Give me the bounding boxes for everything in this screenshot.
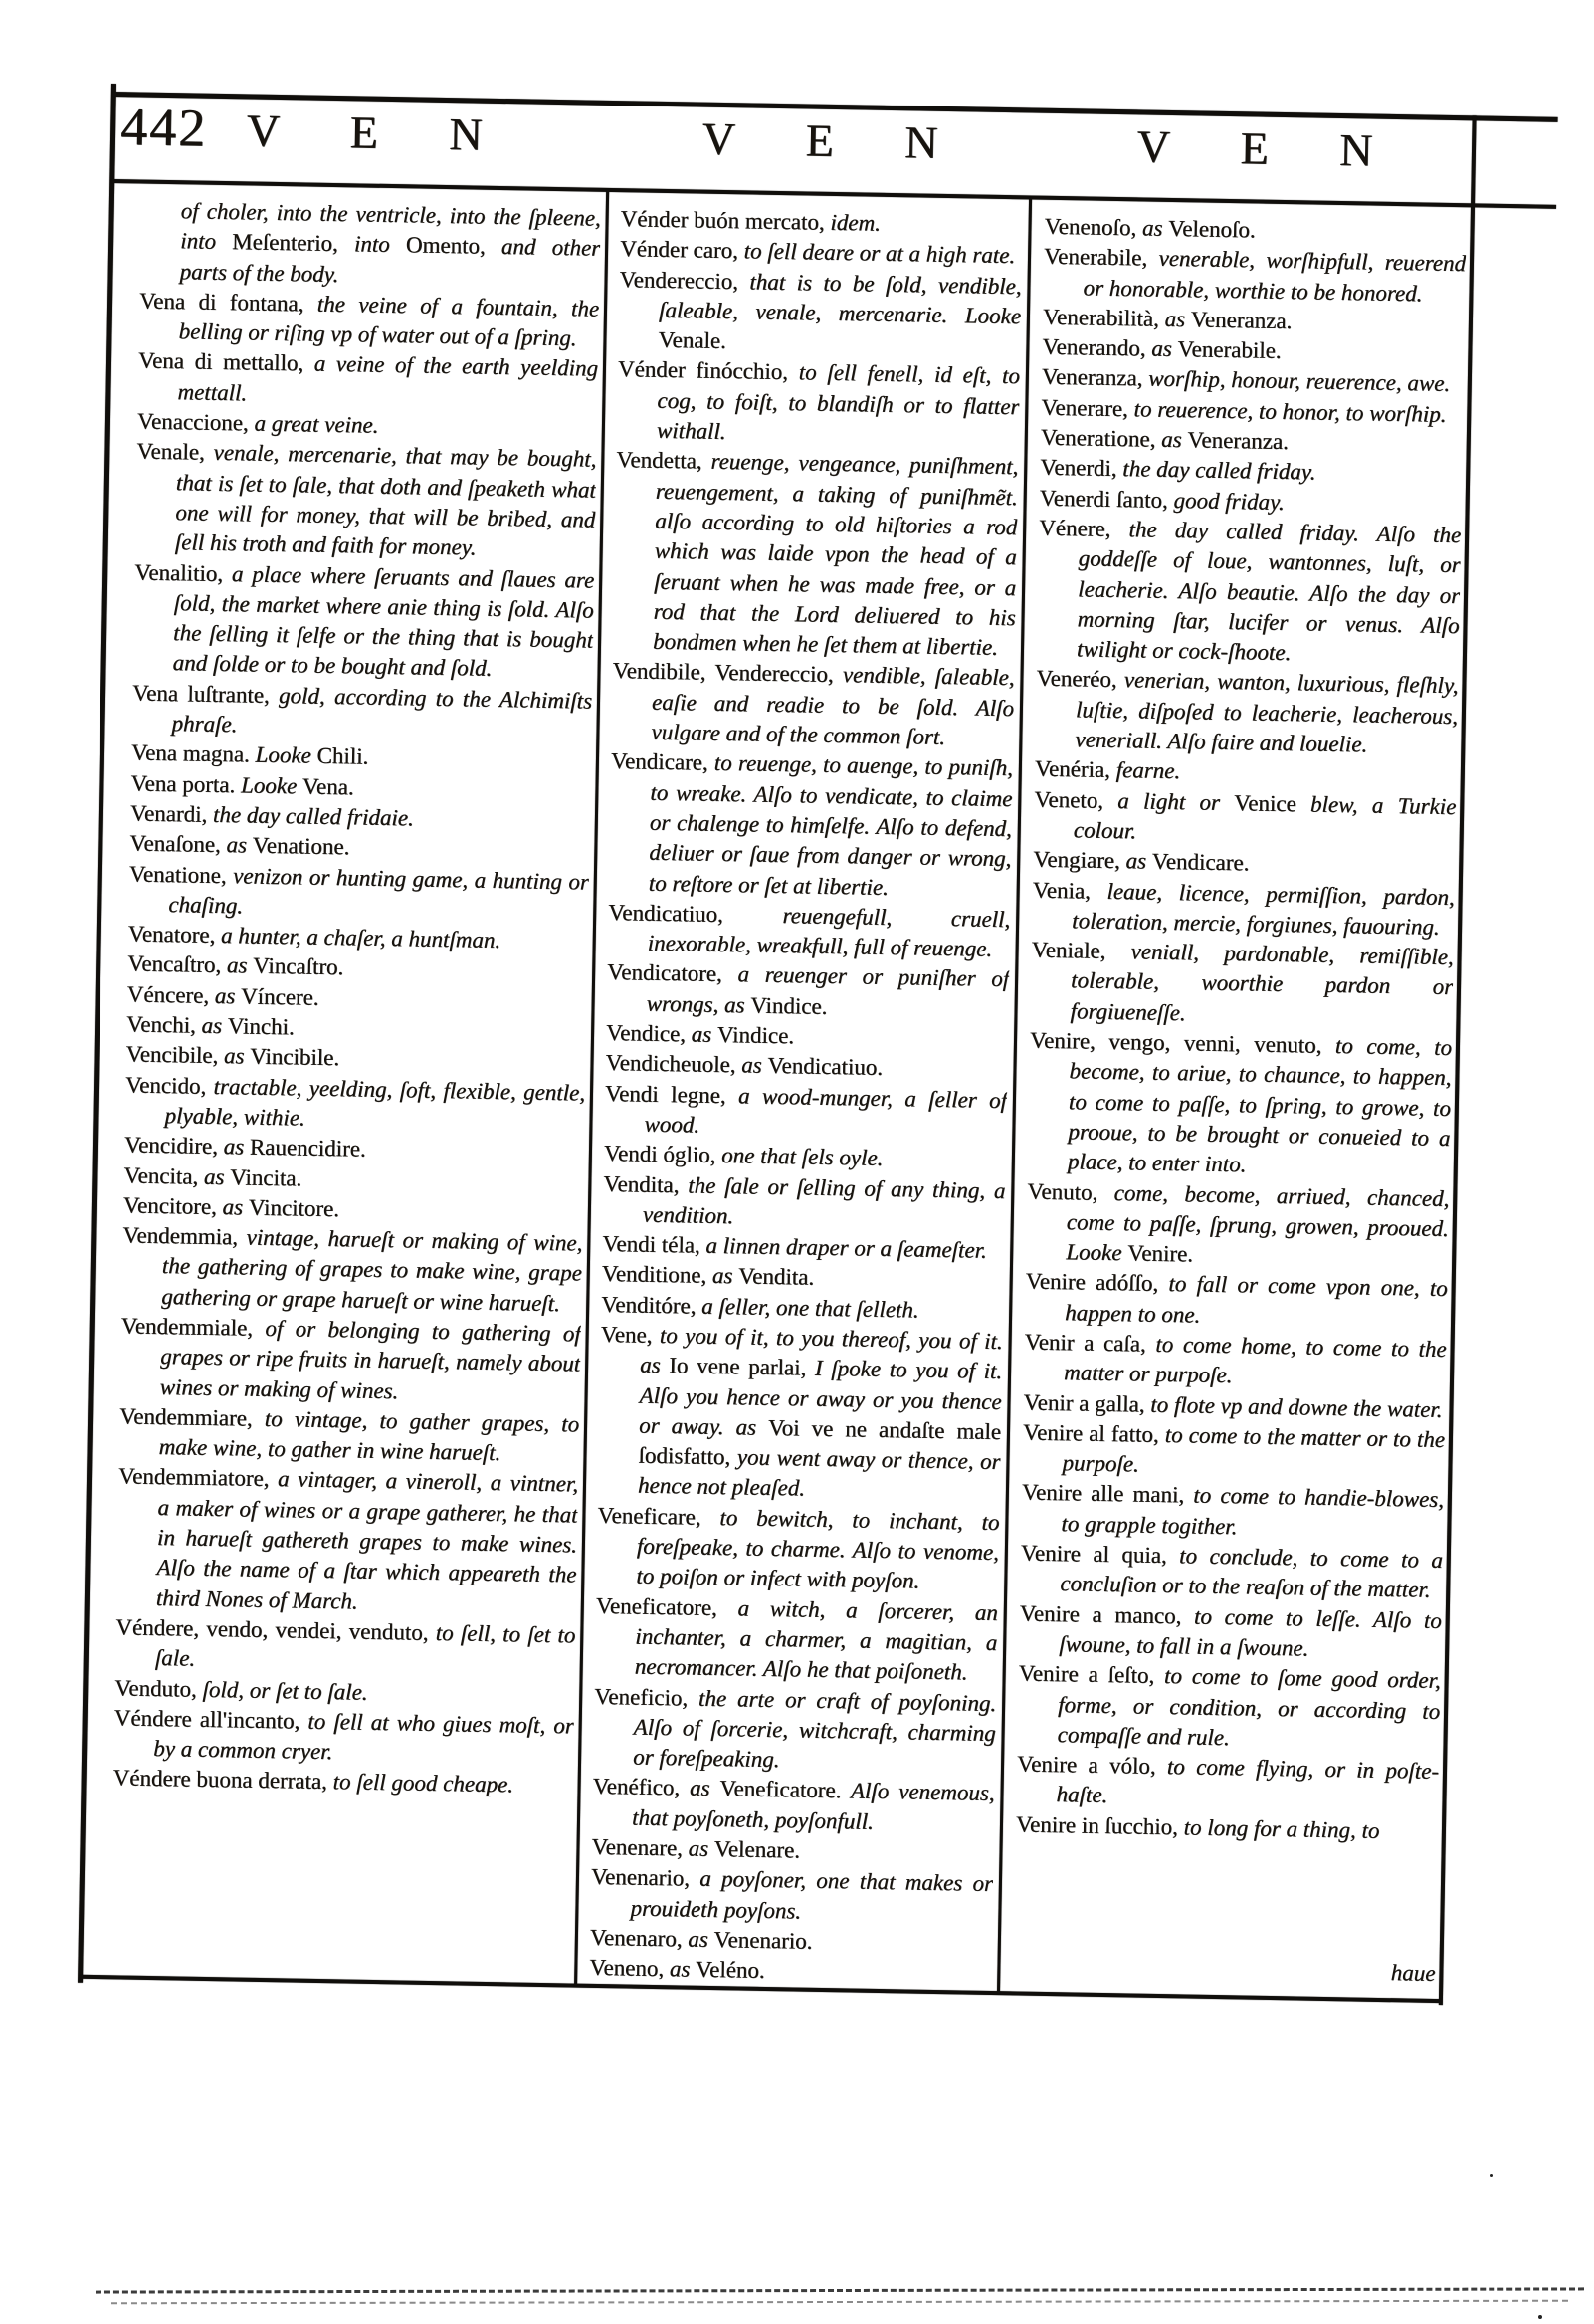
dictionary-entry — [1019, 1598, 1442, 1666]
entry-headword: Veneréo, — [1036, 666, 1124, 693]
entry-headword: Vena magna. — [130, 739, 256, 768]
entry-headword: Vendemmiale, — [120, 1313, 266, 1341]
entry-headword: Veniale, — [1031, 937, 1131, 964]
entry-definition: reuengefull, cruell, inexorable, wreakfull, full of reuenge. — [647, 902, 1011, 962]
entry-definition: as — [201, 1012, 228, 1039]
entry-definition: vintage, harueſt or making of wine, the gathering of grapes to make wine, grape gathering or grape harueſt or wine harueſt. — [161, 1224, 583, 1316]
entry-headword: Venir a caſa, — [1024, 1329, 1156, 1357]
dictionary-entry — [617, 355, 1021, 453]
entry-definition: to ſell good cheape. — [332, 1769, 514, 1797]
dictionary-entry — [1028, 1026, 1453, 1184]
dictionary-entry — [1037, 514, 1462, 672]
entry-headword: Venerdi ſanto, — [1039, 485, 1174, 513]
entry-headword: Veneficare, — [597, 1502, 720, 1530]
entry-definition: good friday. — [1173, 487, 1285, 515]
entry-headword: Venaſone, — [129, 830, 227, 858]
entry-headword: Vendicatiuo, — [608, 899, 783, 928]
dictionary-entry — [1016, 1750, 1439, 1817]
entry-crossref: Vinchi. — [227, 1013, 295, 1040]
entry-definition: to come home, to come to the matter or purpoſe. — [1063, 1331, 1447, 1388]
entry-definition: a place where ſeruants and ſlaues are ſold, the market where anie thing is ſold. Alſo the ſelling it ſelfe or the thing that is bought and ſolde or to be bought and ſold. — [172, 560, 595, 682]
entry-definition: blew, a Turkie colour. — [1073, 790, 1457, 844]
entry-headword: Vendereccio, — [619, 266, 750, 295]
entry-headword: Venaccione, — [136, 408, 255, 436]
dictionary-entry — [618, 265, 1022, 362]
entry-definition: veniall, pardonable, remiſſible, tolerable, woorthie pardon or forgiueneſſe. — [1070, 939, 1454, 1026]
entry-definition: idem. — [830, 209, 882, 236]
dictionary-entry — [119, 1311, 581, 1409]
entry-headword: Venuto, — [1027, 1178, 1114, 1205]
entry-crossref: Venice — [1233, 789, 1296, 816]
entry-definition: I ſpoke to you of it. Alſo you hence or away or you thence or away. as — [638, 1355, 1003, 1440]
entry-headword: Vencaſtro, — [127, 951, 228, 978]
entry-headword: Venire a ſeſto, — [1018, 1660, 1165, 1689]
entry-headword: Venardi, — [129, 800, 214, 827]
dictionary-column-1 — [109, 196, 601, 1978]
entry-definition: the day called friday. — [1122, 456, 1316, 485]
dictionary-entry — [121, 1220, 583, 1319]
entry-definition: to reuerence, to honor, to worſhip. — [1133, 396, 1447, 427]
entry-crossref: Vincaſtro. — [252, 953, 344, 980]
entry-definition: venerian, wanton, luxurious, fleſhly, luſtie, diſpoſed to leacherie, leacherous, veneriall. Alſo faire and louelie. — [1075, 667, 1459, 757]
entry-crossref: Víncere. — [240, 983, 319, 1010]
entry-definition: to ſell at who giues moſt, or by a common cryer. — [153, 1708, 574, 1765]
entry-headword: Venerdi, — [1040, 455, 1123, 482]
entry-headword: Vena porta. — [130, 770, 242, 798]
entry-headword: Vencido, — [124, 1072, 214, 1099]
entry-crossref: Rauencidire. — [249, 1134, 366, 1162]
entry-headword: Venenare, — [591, 1833, 689, 1861]
entry-definition: vendible, ſaleable, eaſie and readie to be ſold. Alſo vulgare and of the common ſort. — [651, 662, 1015, 750]
entry-headword: Venatione, — [128, 860, 234, 888]
dictionary-entry — [118, 1401, 579, 1470]
entry-definition: a light or — [1117, 787, 1235, 815]
entry-definition: as — [688, 1926, 714, 1952]
entry-definition: as — [689, 1776, 720, 1801]
entry-crossref: Io vene parlai, — [669, 1353, 807, 1380]
entry-headword: Venéfico, — [592, 1774, 691, 1801]
entry-definition: as — [203, 1163, 231, 1189]
entry-headword: Venire, vengo, venni, venuto, — [1029, 1027, 1336, 1059]
entry-definition: ſold, or ſet to ſale. — [202, 1676, 368, 1705]
entry-headword: Venire a vólo, — [1016, 1751, 1168, 1780]
entry-crossref: Vindice. — [749, 992, 828, 1019]
entry-definition: a wood-munger, a ſeller of wood. — [644, 1082, 1008, 1138]
bottom-edge-dashed-line — [96, 2287, 1584, 2293]
entry-crossref: Vincita. — [229, 1163, 302, 1191]
entry-headword: Venir a galla, — [1023, 1389, 1151, 1417]
entry-definition: as — [1164, 306, 1192, 332]
entry-definition: as — [1151, 335, 1178, 362]
dictionary-entry — [609, 746, 1014, 905]
entry-headword: Venditione, — [601, 1261, 713, 1289]
dictionary-entry — [594, 1591, 998, 1689]
dictionary-entry — [1030, 936, 1454, 1033]
entry-headword: Vengiare, — [1033, 846, 1126, 874]
entry-headword: Vendi téla, — [602, 1231, 706, 1258]
entry-headword: Vendemmia, — [122, 1222, 247, 1250]
entry-crossref: Veneranza. — [1190, 307, 1293, 334]
entry-definition: as — [691, 1021, 718, 1048]
entry-headword: Venenoſo, — [1044, 213, 1143, 241]
entry-definition: Alſo venemous, that poyſoneth, poyſonfull. — [631, 1778, 995, 1834]
entry-crossref: Voi ve ne andaſte male ſodisfatto, — [638, 1414, 1002, 1470]
entry-headword: Vendice, — [605, 1020, 692, 1047]
entry-definition: Looke — [255, 742, 317, 769]
entry-headword: Vendita, — [603, 1170, 689, 1197]
entry-definition: to conclude, to come to a concluſion or to the reaſon of the matter. — [1060, 1543, 1444, 1603]
dictionary-entry — [1024, 1328, 1447, 1395]
entry-headword: Venale, — [136, 438, 214, 466]
entry-definition: to come to the matter or to the purpoſe. — [1062, 1421, 1446, 1477]
entry-crossref: Vendita. — [737, 1263, 815, 1291]
ink-speck — [1538, 2315, 1542, 2319]
entry-definition: to bewitch, to inchant, to foreſpeake, to charme. Alſo to venome, to poiſon or infect with poyſon. — [636, 1504, 1000, 1594]
entry-definition: as — [1141, 215, 1169, 241]
dictionary-entry — [603, 1168, 1006, 1236]
dictionary-entry — [590, 1862, 993, 1930]
entry-definition: that is to be ſold, vendible, ſaleable, venale, mercenarie. Looke — [658, 269, 1022, 329]
entry-crossref: Velenare. — [713, 1836, 801, 1863]
entry-headword: Vencibile, — [125, 1041, 225, 1069]
entry-definition: as — [1160, 426, 1188, 453]
entry-definition: as — [1125, 848, 1152, 874]
page-border-left — [78, 84, 116, 1983]
entry-definition: of choler, into the ventricle, into the ſpleene, into — [179, 198, 601, 255]
bottom-edge-dashed-line-2 — [111, 2300, 1568, 2305]
dictionary-entry — [1017, 1659, 1441, 1757]
entry-definition: to ſell deare or at a high rate. — [743, 238, 1016, 269]
entry-headword: Venditóre, — [601, 1291, 702, 1319]
entry-crossref: Venatione. — [252, 832, 350, 860]
dictionary-entry — [115, 1612, 576, 1681]
dictionary-entry — [613, 445, 1019, 663]
page-sheet — [78, 84, 1558, 2016]
dictionary-entry — [124, 1070, 585, 1139]
entry-headword: Vendicheuole, — [605, 1050, 742, 1078]
entry-headword: Vénder finócchio, — [617, 356, 799, 385]
entry-definition: as — [741, 1052, 768, 1079]
entry-definition: the day called friday. Alſo the goddeſſe of loue, wantonnes, luſt, or leacherie. Alſo beautie. Alſo the day or morning ſtar, lucifer or venus. Alſo twilight or cock-ſhoote. — [1076, 517, 1462, 666]
entry-headword: Vencidire, — [123, 1132, 224, 1160]
entry-headword: Vendibile, Vendereccio, — [612, 658, 844, 688]
entry-definition: as — [669, 1956, 697, 1982]
entry-headword: Vene, — [600, 1321, 661, 1348]
entry-crossref: Veneranza. — [1187, 427, 1290, 455]
entry-headword: Venire adóſſo, — [1025, 1268, 1169, 1297]
dictionary-entry — [1020, 1539, 1443, 1606]
entry-crossref: Venenario. — [713, 1926, 813, 1954]
entry-headword: Vencita, — [123, 1162, 205, 1189]
entry-headword: Vendicare, — [610, 748, 715, 776]
dictionary-entry — [598, 1320, 1003, 1508]
dictionary-entry — [1043, 242, 1466, 310]
entry-headword: Veneratione, — [1040, 424, 1162, 452]
dictionary-entry — [135, 437, 597, 565]
dictionary-entry — [1025, 1267, 1448, 1335]
entry-headword: Venerare, — [1041, 394, 1134, 422]
entry-definition: a linnen draper or a ſeameſter. — [705, 1232, 987, 1263]
running-head-col1: V E N — [246, 105, 512, 161]
dictionary-entry — [611, 657, 1015, 754]
entry-definition: a ſeller, one that ſelleth. — [700, 1293, 919, 1323]
entry-headword: Veneto, — [1034, 786, 1118, 813]
entry-definition: the veine of a fountain, the belling or riſing vp of water out of a ſpring. — [178, 291, 600, 351]
dictionary-entry — [1022, 1417, 1445, 1485]
entry-definition: fearne. — [1115, 757, 1181, 784]
running-head-col2: V E N — [701, 112, 968, 169]
entry-definition: to ſell fenell, id eſt, to cog, to foiſt, to blandiſh or to flatter withall. — [656, 359, 1021, 445]
entry-headword: Venire a manco, — [1019, 1600, 1195, 1629]
entry-definition: one that ſels oyle. — [720, 1143, 884, 1171]
entry-definition: to come, to become, to ariue, to chaunce, to happen, to come to paſſe, to ſpring, to growe, to prooue, to be brought or conueied to a place, to enter into. — [1067, 1033, 1453, 1177]
dictionary-entry — [132, 557, 594, 686]
entry-definition: to reuenge, to auenge, to puniſh, to wreake. Alſo to vendicate, to claime or chalenge to himſelfe. Alſo to defend, deliuer or ſaue from danger or wrong, to reſtore or ſet at libertie. — [648, 750, 1014, 900]
entry-crossref: Vindice. — [716, 1022, 795, 1049]
dictionary-entry — [139, 196, 601, 295]
entry-definition: as — [223, 1043, 251, 1069]
ink-speck — [1490, 2174, 1493, 2177]
entry-headword: Vena di mettallo, — [137, 348, 314, 377]
entry-crossref: Venale. — [658, 327, 727, 354]
entry-definition: of or belonging to gathering of grapes or ripe fruits in harueſt, namely about wines or making of wines. — [159, 1315, 581, 1403]
entry-headword: Venchi, — [125, 1011, 202, 1038]
dictionary-entry — [1034, 784, 1457, 852]
dictionary-entry — [604, 1079, 1007, 1147]
entry-headword: Venerabile, — [1043, 244, 1159, 272]
entry-definition: a veine of the earth yeelding mettall. — [177, 351, 599, 406]
entry-definition: worſhip, honour, reuerence, awe. — [1147, 366, 1451, 397]
dictionary-entry — [606, 957, 1009, 1025]
entry-definition: a great veine. — [254, 410, 379, 438]
entry-headword: Vendi óglio, — [603, 1141, 722, 1168]
entry-headword: Véndere buona derrata, — [112, 1765, 333, 1795]
dictionary-entry — [1032, 875, 1455, 943]
entry-headword: Véndere all'incanto, — [113, 1705, 308, 1734]
entry-headword: Vénder buón mercato, — [620, 206, 831, 235]
entry-definition: to come to leſſe. Alſo to ſwoune, to fall in a ſwoune. — [1059, 1603, 1442, 1661]
entry-crossref: Vincitore. — [248, 1194, 340, 1222]
entry-headword: Veneranza, — [1041, 364, 1149, 392]
entry-crossref: Veneficatore. — [719, 1776, 842, 1803]
entry-definition: as — [223, 1134, 251, 1160]
dictionary-entry — [1035, 664, 1459, 761]
entry-headword: Venire in ſucchio, — [1015, 1811, 1184, 1840]
page-number: 442 — [119, 97, 208, 158]
running-head-col3: V E N — [1136, 120, 1403, 177]
catchword: haue — [1390, 1960, 1436, 1986]
entry-definition: as — [214, 982, 242, 1009]
entry-definition: leaue, licence, permiſſion, pardon, toleration, mercie, forgiunes, fauouring. — [1071, 878, 1455, 940]
entry-definition: a hunter, a chaſer, a huntſman. — [220, 923, 501, 953]
entry-crossref: Vendicare. — [1151, 848, 1250, 876]
entry-headword: Venerabilità, — [1042, 304, 1165, 331]
entry-headword: Vena luſtrante, — [131, 680, 280, 708]
entry-crossref: Velenoſo. — [1167, 215, 1256, 243]
entry-definition: tractable, yeelding, ſoft, flexible, gentle, plyable, withie. — [164, 1073, 586, 1131]
entry-definition: come, become, arriued, chanced, come to paſſe, ſprung, growen, prooued. Looke — [1066, 1179, 1450, 1266]
entry-headword: Venduto, — [114, 1674, 203, 1702]
entry-headword: Venéria, — [1034, 755, 1116, 783]
entry-headword: Venire al fatto, — [1022, 1419, 1165, 1447]
dictionary-entry — [128, 859, 589, 928]
entry-definition: as — [711, 1263, 739, 1289]
entry-headword: Vena di fontana, — [138, 288, 317, 317]
dictionary-entry — [592, 1772, 995, 1839]
entry-headword: Vendicatore, — [606, 959, 738, 987]
dictionary-column-3 — [1014, 212, 1467, 1953]
entry-headword: Véndere, vendo, vendei, venduto, — [115, 1614, 436, 1645]
entry-crossref: Venire. — [1126, 1240, 1194, 1267]
dictionary-column-2 — [589, 204, 1023, 1985]
dictionary-entry — [1021, 1478, 1444, 1546]
entry-definition: as — [222, 1193, 249, 1220]
dictionary-entry — [1026, 1176, 1450, 1274]
entry-definition: to you of it, to you thereof, you of it. as — [639, 1322, 1003, 1378]
entry-definition: to vintage, to gather grapes, to make wine, to gather in wine harueſt. — [158, 1405, 580, 1466]
dictionary-entry — [131, 678, 592, 746]
dictionary-entry — [593, 1681, 997, 1779]
entry-crossref: Meſenterio, — [231, 229, 339, 257]
entry-definition: as — [226, 952, 254, 979]
entry-definition: venale, mercenarie, that may be bought, that is ſet to ſale, that doth and ſpeaketh what one will for money, that will be bribed, and ſell his troth and faith for money. — [174, 440, 597, 560]
entry-definition: to long for a thing, to — [1183, 1814, 1380, 1843]
entry-definition: a poyſoner, one that makes or prouideth poyſons. — [630, 1866, 994, 1924]
entry-definition: the day called fridaie. — [212, 801, 415, 831]
entry-headword: Vénere, — [1038, 515, 1129, 542]
entry-definition: and other parts of the body. — [179, 234, 601, 287]
dictionary-entry — [607, 898, 1010, 965]
dictionary-entry — [113, 1703, 574, 1772]
entry-headword: Veneno, — [589, 1955, 671, 1982]
entry-headword: Venia, — [1032, 877, 1107, 904]
entry-definition: as — [688, 1835, 715, 1862]
entry-headword: Venire al quia, — [1020, 1540, 1180, 1569]
dictionary-entry — [596, 1501, 1000, 1598]
entry-definition: Looke — [240, 772, 303, 799]
entry-headword: Vendemmiatore, — [117, 1463, 279, 1492]
entry-crossref: Chili. — [316, 743, 369, 770]
entry-definition: to come to ſome good order, forme, or condition, or according to compaſſe and rule. — [1057, 1663, 1441, 1751]
entry-definition: you went away or thence, or hence not pleaſed. — [637, 1444, 1001, 1502]
entry-definition: into — [337, 231, 407, 258]
entry-definition: to fall or come vpon one, to happen to one. — [1064, 1271, 1448, 1328]
entry-definition: to come flying, or in poſte-haſte. — [1056, 1754, 1440, 1808]
dictionary-entry — [116, 1462, 579, 1621]
entry-headword: Veneficatore, — [595, 1592, 738, 1621]
entry-headword: Venalitio, — [134, 559, 233, 586]
entry-crossref: Venerabile. — [1177, 336, 1282, 364]
entry-definition: a witch, a ſorcerer, an inchanter, a charmer, a magitian, a necromancer. Alſo he that poiſoneth. — [634, 1595, 999, 1685]
entry-definition: to ſell, to ſet to ſale. — [154, 1619, 576, 1671]
entry-headword: Vendemmiare, — [118, 1403, 266, 1431]
entry-headword: Veneficio, — [594, 1683, 699, 1711]
entry-headword: Vendetta, — [616, 447, 711, 475]
entry-definition: reuenge, vengeance, puniſhment, reuengement, a taking of puniſhmẽt. alſo according to old hiſtories a rod which was laide vpon the head of a ſeruant when he was made free, or a rod that the Lord deliuered to his bondmen when he ſet them at libertie. — [652, 449, 1019, 661]
entry-definition: venerable, worſhipfull, reuerend or honorable, worthie to be honored. — [1083, 246, 1467, 307]
entry-definition: a vintager, a vineroll, a vintner, a maker of wines or a grape gatherer, he that in harueſt gathereth grapes to make wines. Alſo the name of a ſtar which appeareth the third Nones of March. — [155, 1466, 579, 1614]
entry-crossref: Omento, — [405, 232, 486, 260]
entry-crossref: Vincibile. — [249, 1043, 340, 1071]
entry-definition: to come to handie-blowes, to grapple togither. — [1061, 1483, 1445, 1540]
entry-headword: Vendi legne, — [604, 1080, 739, 1108]
entry-definition: the ſale or ſelling of any thing, a vendition. — [642, 1171, 1006, 1229]
entry-crossref: Vena. — [301, 773, 354, 800]
entry-definition: to flote vp and downe the water. — [1150, 1391, 1443, 1422]
entry-headword: Vénder caro, — [619, 236, 744, 264]
entry-headword: Venatore, — [127, 921, 222, 949]
entry-headword: Venerando, — [1042, 333, 1152, 361]
entry-definition: as — [226, 832, 253, 858]
dictionary-entry — [138, 286, 599, 354]
entry-crossref: Vendicatiuo. — [767, 1053, 884, 1081]
entry-definition: venizon or hunting game, a hunting or chaſing. — [168, 862, 590, 919]
entry-definition: gold, according to the Alchimiſts phraſe. — [171, 682, 593, 738]
entry-definition: a reuenger or puniſher of wrongs, as — [646, 961, 1010, 1018]
entry-headword: Véncere, — [126, 981, 216, 1008]
dictionary-entry — [137, 346, 598, 415]
entry-headword: Venire alle mani, — [1021, 1479, 1194, 1509]
entry-definition: the arte or craft of poyſoning. Alſo of ſorcerie, witchcraft, charming or foreſpeaking. — [632, 1685, 997, 1773]
entry-headword: Venenaro, — [589, 1924, 689, 1952]
entry-crossref: Veléno. — [695, 1956, 765, 1984]
entry-headword: Vencitore, — [122, 1192, 223, 1219]
dictionary-entry — [1016, 1809, 1438, 1847]
entry-headword: Venenario, — [590, 1864, 700, 1892]
